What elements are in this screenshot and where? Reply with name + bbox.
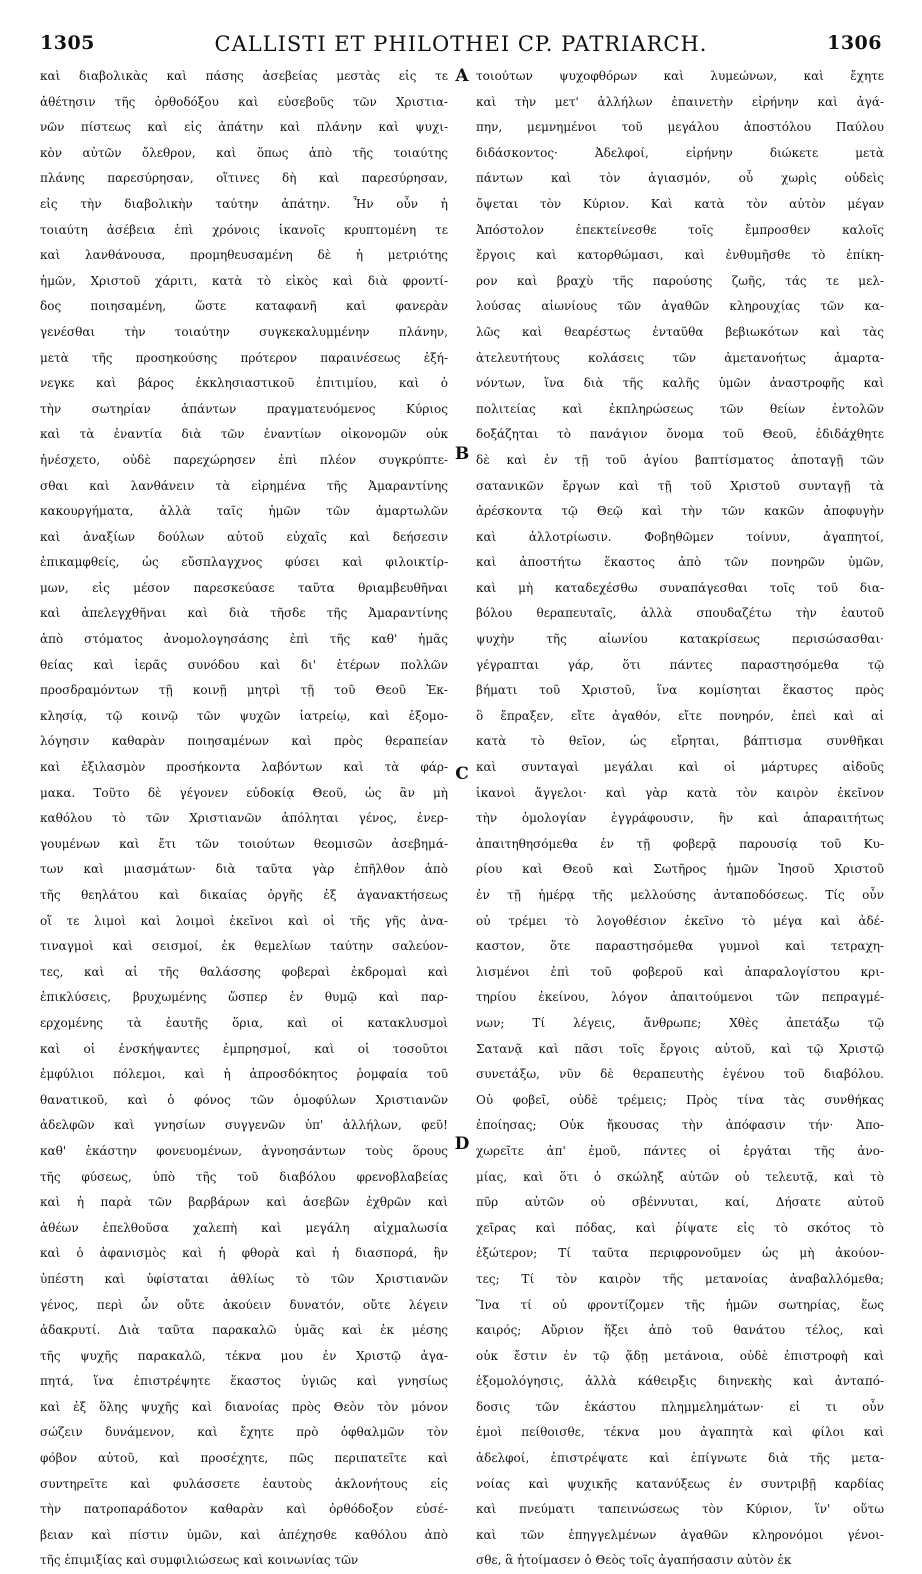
section-marker-d: D bbox=[454, 1134, 470, 1154]
text-line: πην, μεμνημένοι τοῦ μεγάλου ἀποστόλου Παύλου bbox=[476, 120, 884, 135]
text-line: καὶ ἡ παρὰ τῶν βαρβάρων καὶ ἀσεβῶν ἐχθρῶν καὶ bbox=[40, 1195, 448, 1210]
text-line: Σατανᾷ καὶ πᾶσι τοῖς ἔργοις αὐτοῦ, καὶ τῷ Χριστῷ bbox=[476, 1041, 884, 1056]
text-line: καὶ λανθάνουσα, προμηθευσαμένη δὲ ἡ μετριότης bbox=[40, 248, 448, 263]
text-line: θείας καὶ ἱερᾶς συνόδου καὶ δι' ἑτέρων πολλῶν bbox=[40, 657, 448, 672]
text-line: λούσας αἰωνίους τῶν ἀγαθῶν κληρουχίας τῶν κα- bbox=[476, 299, 884, 314]
text-line: βήματι τοῦ Χριστοῦ, ἵνα κομίσηται ἕκαστος πρὸς bbox=[476, 683, 884, 698]
text-line: οὐ τρέμει τὸ λογοθέσιον ἐκεῖνο τὸ μέγα καὶ ἀδέ- bbox=[476, 913, 884, 928]
right-page-number: 1306 bbox=[827, 32, 882, 54]
text-line: πάντων καὶ τὸν ἁγιασμόν, οὗ χωρὶς οὐδεὶς bbox=[476, 171, 884, 186]
text-line: ἀπὸ στόματος ἀνομολογησάσης ἐπὶ τῆς καθ' ἡμᾶς bbox=[40, 632, 448, 647]
text-line: νων; Τί λέγεις, ἄνθρωπε; Χθὲς ἀπετάξω τῷ bbox=[476, 1015, 884, 1030]
text-line: σθαι καὶ λανθάνειν τὰ εἰρημένα τῆς Ἀμαραντίνης bbox=[40, 478, 448, 493]
text-line: ἀθέτησιν τῆς ὀρθοδόξου καὶ εὐσεβοῦς τῶν Χριστια- bbox=[40, 94, 448, 109]
text-line: καὶ τὰ ἐναντία διὰ τῶν ἐναντίων οἰκονομῶν οὐκ bbox=[40, 427, 448, 442]
text-line: ἱκανοὶ ἄγγελοι· καὶ γὰρ κατὰ τὸν καιρὸν ἐκεῖνον bbox=[476, 785, 884, 800]
text-line: δος ποιησαμένη, ὥστε καταφανῆ καὶ φανερὰν bbox=[40, 299, 448, 314]
text-line: κατὰ τὸ θεῖον, ὡς εἴρηται, βάπτισμα συνθῆκαι bbox=[476, 734, 884, 749]
text-line: καὶ οἱ ἐνσκήψαντες ἐμπρησμοί, καὶ οἱ τοσοῦτοι bbox=[40, 1041, 448, 1056]
section-marker-c: C bbox=[455, 764, 469, 784]
text-line: οὐκ ἔστιν ἐν τῷ ᾅδῃ μετάνοια, οὐδὲ ἐπιστροφὴ καὶ bbox=[476, 1348, 884, 1363]
text-line: ἐπικαμφθείς, ὡς εὔσπλαγχνος φύσει καὶ φιλοικτίρ- bbox=[40, 555, 448, 570]
section-marker-a: A bbox=[455, 66, 469, 86]
text-line: προσδραμόντων τῇ κοινῇ μητρὶ τῇ τοῦ Θεοῦ Ἐκ- bbox=[40, 683, 448, 698]
text-line: ερχομένης τὰ ἑαυτῆς ὅρια, καὶ οἱ κατακλυσμοὶ bbox=[40, 1015, 448, 1030]
text-line: διδάσκοντος· Ἀδελφοί, εἰρήνην διώκετε μετὰ bbox=[476, 145, 884, 160]
text-line: βόλου θεραπευταῖς, ἀλλὰ σπουδαζέτω τὴν ἑαυτοῦ bbox=[476, 606, 884, 621]
text-line: χωρεῖτε ἀπ' ἐμοῦ, πάντες οἱ ἐργάται τῆς ἀνο- bbox=[476, 1143, 884, 1158]
text-line: καὶ μὴ καταδεχέσθω συναπάγεσθαι τοῖς τοῦ δια- bbox=[476, 580, 884, 595]
text-line: δοσις τῶν ἑκάστου πλημμελημάτων· εἰ τι οὖν bbox=[476, 1399, 884, 1414]
left-page-number: 1305 bbox=[40, 32, 95, 54]
text-line: σώζειν δυνάμενον, καὶ ἔχητε πρὸ ὀφθαλμῶν τὸν bbox=[40, 1425, 448, 1440]
text-line: λισμένοι ἐπὶ τοῦ φοβεροῦ καὶ ἀπαραλογίστου κρι- bbox=[476, 964, 884, 979]
text-line: καὶ διαβολικὰς καὶ πάσης ἀσεβείας μεστὰς εἰς τε bbox=[40, 69, 448, 83]
text-line: καὶ τὴν μετ' ἀλλήλων ἐπαινετὴν εἰρήνην καὶ ἀγά- bbox=[476, 94, 884, 109]
text-line: οἵ τε λιμοὶ καὶ λοιμοὶ ἐκεῖνοι καὶ οἱ τῆς γῆς ἀνα- bbox=[40, 913, 448, 928]
text-line: ἔργοις καὶ κατορθώμασι, καὶ ἐνθυμῆσθε τὸ ἐπίκη- bbox=[476, 248, 884, 263]
text-line: δὲ καὶ ἐν τῇ τοῦ ἁγίου βαπτίσματος ἀποταγῇ τῶν bbox=[476, 452, 884, 467]
text-line: γουμένων καὶ ἔτι τῶν τοιούτων θεομισῶν ἀσεβημά- bbox=[40, 836, 448, 851]
text-line: Ἀπόστολον ἐπεκτείνεσθε τοῖς ἔμπροσθεν καλοῖς bbox=[476, 222, 884, 237]
text-line: σατανικῶν ἔργων καὶ τῇ τοῦ Χριστοῦ συνταγῇ τὰ bbox=[476, 478, 884, 493]
text-line: Οὐ φοβεῖ, οὐδὲ τρέμεις; Πρὸς τίνα τὰς συνθήκας bbox=[476, 1092, 884, 1107]
text-line: καὶ ἐξ ὅλης ψυχῆς καὶ διανοίας πρὸς Θεὸν τὸν μόνον bbox=[40, 1399, 448, 1414]
text-line: τὴν ὁμολογίαν ἐγγράφουσιν, ἣν καὶ ἀπαραιτήτως bbox=[476, 811, 884, 826]
text-line: ἐποίησας; Οὐκ ἤκουσας τὴν ἀπόφασιν τήν· Ἀπο- bbox=[476, 1118, 884, 1133]
text-line: γένος, περὶ ὧν οὔτε ἀκούειν δυνατόν, οὔτε λέγειν bbox=[40, 1297, 448, 1312]
text-line: μων, εἰς μέσον παρεσκεύασε ταῦτα θριαμβευθῆναι bbox=[40, 580, 448, 595]
text-line: μακα. Τοῦτο δὲ γέγονεν εὐδοκίᾳ Θεοῦ, ὡς ἂν μὴ bbox=[40, 785, 448, 800]
section-marker-b: B bbox=[454, 444, 470, 464]
text-line: ἐπικλύσεις, βρυχωμένης ὥσπερ ἐν θυμῷ καὶ παρ- bbox=[40, 990, 448, 1005]
text-line: καθόλου τὸ τῶν Χριστιανῶν ἀπόληται γένος, ἐνερ- bbox=[40, 811, 448, 826]
text-line: καὶ συνταγαὶ μεγάλαι καὶ οἱ μάρτυρες αἰδοῦς bbox=[476, 760, 884, 775]
text-line: ρίου καὶ Θεοῦ καὶ Σωτῆρος ἡμῶν Ἰησοῦ Χριστοῦ bbox=[476, 862, 884, 877]
text-line: τες, καὶ αἱ τῆς θαλάσσης φοβεραὶ ἐκδρομαὶ καὶ bbox=[40, 964, 448, 979]
text-line: νεγκε καὶ βάρος ἐκκλησιαστικοῦ ἐπιτιμίου, καὶ ὁ bbox=[40, 376, 448, 391]
text-line: ἐμφύλιοι πόλεμοι, καὶ ἡ ἀπροσδόκητος ῥομφαία τοῦ bbox=[40, 1067, 448, 1082]
text-line: σθε, ἃ ἡτοίμασεν ὁ Θεὸς τοῖς ἀγαπήσασιν αὐτὸν ἐκ bbox=[476, 1553, 792, 1568]
text-line: κὸν αὐτῶν ὄλεθρον, καὶ ὅπως ἀπὸ τῆς τοιαύτης bbox=[40, 145, 448, 160]
text-line: δοξάζηται τὸ πανάγιον ὄνομα τοῦ Θεοῦ, ἐδιδάχθητε bbox=[476, 427, 884, 442]
text-line: ὃ ἔπραξεν, εἴτε ἀγαθόν, εἴτε πονηρόν, ἐπεὶ καὶ αἱ bbox=[476, 708, 884, 723]
text-line: ὑπέστη καὶ ὑφίσταται ἀθλίως τὸ τῶν Χριστιανῶν bbox=[40, 1271, 448, 1286]
text-line: ἐξομολόγησις, ἀλλὰ κάθειρξις διηνεκὴς καὶ ἀνταπό- bbox=[476, 1374, 884, 1389]
text-line: καὶ τῶν ἐπηγγελμένων ἀγαθῶν κληρονόμοι γένοι- bbox=[476, 1527, 884, 1542]
text-line: καὶ πνεύματι ταπεινώσεως τὸν Κύριον, ἵν' οὕτω bbox=[476, 1502, 884, 1517]
text-line: συντηρεῖτε καὶ φυλάσσετε ἑαυτοὺς ἀκλονήτους εἰς bbox=[40, 1476, 448, 1491]
text-line: ἐν τῇ ἡμέρᾳ τῆς μελλούσης ἀνταποδόσεως. Τίς οὖν bbox=[476, 888, 884, 902]
text-line: κλησίᾳ, τῷ κοινῷ τῶν ψυχῶν ἰατρείῳ, καὶ ἐξομο- bbox=[40, 708, 448, 723]
text-line: τηρίου ἐκείνου, λόγον ἀπαιτούμενοι τῶν πεπραγμέ- bbox=[476, 990, 884, 1005]
text-line: πλάνης παρεσύρησαν, οἵτινες δὴ καὶ παρεσύρησαν, bbox=[40, 171, 448, 186]
text-line: ψυχὴν τῆς αἰωνίου κατακρίσεως περισώσασθαι· bbox=[476, 632, 884, 647]
text-line: ἀδελφοί, ἐπιστρέψατε καὶ ἐπίγνωτε διὰ τῆς μετα- bbox=[476, 1451, 884, 1466]
text-line: εἰς τὴν διαβολικὴν ταύτην ἀπάτην. Ἦν οὖν ἡ bbox=[40, 196, 448, 211]
text-line: ἀδελφῶν καὶ γνησίων συγγενῶν ὑπ' ἀλλήλων, φεῦ! bbox=[40, 1118, 448, 1133]
text-line: καὶ ὁ ἀφανισμὸς καὶ ἡ φθορὰ καὶ ἡ διασπορά, ἣν bbox=[40, 1246, 448, 1261]
text-line: μίας, καὶ ὅτι ὁ σκώληξ αὐτῶν οὐ τελευτᾷ, καὶ τὸ bbox=[476, 1169, 884, 1184]
text-line: τῆς ἐπιμιξίας καὶ συμφιλιώσεως καὶ κοινωνίας τῶν bbox=[40, 1553, 359, 1568]
text-line: βειαν καὶ πίστιν ὑμῶν, καὶ ἀπέχησθε καθόλου ἀπὸ bbox=[40, 1527, 448, 1542]
text-line: θανατικοῦ, καὶ ὁ φόνος τῶν ὁμοφύλων Χριστιανῶν bbox=[40, 1092, 448, 1107]
text-line: Ἵνα τί οὐ φροντίζομεν τῆς ἡμῶν σωτηρίας, ἕως bbox=[476, 1297, 884, 1312]
text-line: ἡμῶν, Χριστοῦ χάριτι, κατὰ τὸ εἰκὸς καὶ διὰ φροντί- bbox=[40, 273, 448, 288]
text-line: μετὰ τῆς προσηκούσης πρότερον παραινέσεως ἐξή- bbox=[40, 350, 448, 365]
text-line: καὶ ἀναξίων δούλων αὐτοῦ εὐχαῖς καὶ δεήσεσιν bbox=[40, 529, 448, 544]
text-line: ἠνέσχετο, οὐδὲ παρεχώρησεν ἐπὶ πλέον συγκρύπτε- bbox=[40, 452, 448, 467]
text-line: λῶς καὶ θεαρέστως ἐνταῦθα βεβιωκότων καὶ τὰς bbox=[476, 324, 884, 339]
text-line: ἀτελευτήτους κολάσεις τῶν ἀμετανοήτως ἁμαρτα- bbox=[476, 350, 884, 365]
text-line: τοιαύτη ἀσέβεια ἐπὶ χρόνοις ἱκανοῖς κρυπτομένη τε bbox=[40, 222, 448, 237]
text-line: καθ' ἑκάστην φονευομένων, ἀγνοησάντων τοὺς ὅρους bbox=[40, 1143, 448, 1158]
text-line: λόγησιν καθαρὰν ποιησαμένων καὶ πρὸς θεραπείαν bbox=[40, 734, 448, 749]
text-line: νοίας καὶ ψυχικῆς κατανύξεως ἐν συντριβῇ καρδίας bbox=[476, 1476, 884, 1491]
text-line: τες; Τί τὸν καιρὸν τῆς μετανοίας ἀναβαλλόμεθα; bbox=[476, 1271, 884, 1286]
text-line: ρον καὶ βραχὺ τῆς παρούσης ζωῆς, τάς τε μελ- bbox=[476, 273, 884, 288]
text-line: τὴν σωτηρίαν ἁπάντων πραγματευόμενος Κύριος bbox=[40, 401, 448, 416]
text-line: τῆς φύσεως, ὑπὸ τῆς τοῦ διαβόλου φρενοβλαβείας bbox=[40, 1169, 448, 1184]
text-line: καὶ ἐξιλασμὸν προσήκοντα λαβόντων καὶ τὰ φάρ- bbox=[40, 760, 448, 775]
text-line: φόβον αὐτοῦ, καὶ προσέχητε, πῶς περιπατεῖτε καὶ bbox=[40, 1451, 448, 1466]
text-line: ἀπαιτηθησόμεθα ἐν τῇ φοβερᾷ παρουσίᾳ τοῦ Κυ- bbox=[476, 836, 884, 851]
text-line: καστον, ὅτε παραστησόμεθα γυμνοὶ καὶ τετραχη- bbox=[476, 939, 884, 954]
text-line: πολιτείας καὶ ἐκπληρώσεως τῶν θείων ἐντολῶν bbox=[476, 401, 884, 416]
text-line: γενέσθαι τὴν τοιαύτην συγκεκαλυμμένην πλάνην, bbox=[40, 324, 448, 339]
left-column bbox=[40, 64, 448, 1574]
text-line: τιναγμοὶ καὶ σεισμοί, ἐκ θεμελίων ταύτην σαλεύον- bbox=[40, 939, 448, 954]
text-line: ὄψεται τὸν Κύριον. Καὶ κατὰ τὸν αὐτὸν μέγαν bbox=[476, 196, 884, 211]
text-line: κακουργήματα, ἀλλὰ ταῖς ἡμῶν τῶν ἁμαρτωλῶν bbox=[40, 504, 448, 519]
text-line: συνετάξω, νῦν δὲ θεραπευτὴς ἐγένου τοῦ διαβόλου. bbox=[476, 1067, 884, 1082]
text-line: τῆς ψυχῆς παρακαλῶ, τέκνα μου ἐν Χριστῷ ἀγα- bbox=[40, 1348, 448, 1363]
text-line: ἐμοὶ πείθοισθε, τέκνα μου ἀγαπητὰ καὶ φίλοι καὶ bbox=[476, 1425, 884, 1440]
text-line: χεῖρας καὶ πόδας, καὶ ῥίψατε εἰς τὸ σκότος τὸ bbox=[476, 1220, 884, 1235]
text-line: γέγραπται γάρ, ὅτι πάντες παραστησόμεθα τῷ bbox=[476, 657, 884, 672]
text-line: πῦρ αὐτῶν οὐ σβέννυται, καί, Δήσατε αὐτοῦ bbox=[476, 1195, 884, 1210]
text-line: καὶ ἀλλοτρίωσιν. Φοβηθῶμεν τοίνυν, ἀγαπητοί, bbox=[476, 529, 884, 544]
text-line: νῶν πίστεως καὶ εἰς ἀπάτην καὶ πλάνην καὶ ψυχι- bbox=[40, 120, 448, 135]
text-line: τοιούτων ψυχοφθόρων καὶ λυμεώνων, καὶ ἔχητε bbox=[476, 69, 884, 83]
page-header bbox=[40, 22, 882, 56]
right-column bbox=[476, 64, 884, 1574]
text-line: καὶ ἀποστήτω ἕκαστος ἀπὸ τῶν πονηρῶν ὑμῶν, bbox=[476, 555, 884, 570]
text-line: τὴν πατροπαράδοτον καθαρὰν καὶ ὀρθόδοξον εὐσέ- bbox=[40, 1502, 448, 1517]
text-line: τῆς θεηλάτου καὶ δικαίας ὀργῆς ἐξ ἀγανακτήσεως bbox=[40, 888, 448, 902]
text-line: ἀδακρυτί. Διὰ ταῦτα παρακαλῶ ὑμᾶς καὶ ἐκ μέσης bbox=[40, 1323, 448, 1338]
text-line: ἀθέων ἐπελθοῦσα χαλεπὴ καὶ μεγάλη αἰχμαλωσία bbox=[40, 1220, 448, 1235]
running-title: CALLISTI ET PHILOTHEI CP. PATRIARCH. bbox=[214, 32, 708, 56]
text-line: καιρός; Αὔριον ἥξει ἀπὸ τοῦ θανάτου τέλος, καὶ bbox=[476, 1323, 884, 1338]
text-line: ἀρέσκοντα τῷ Θεῷ καὶ τὴν τῶν κακῶν ἀποφυγὴν bbox=[476, 504, 884, 519]
text-line: πητά, ἵνα ἐπιστρέψητε ἕκαστος ὑγιῶς καὶ γνησίως bbox=[40, 1374, 448, 1389]
text-line: νόντων, ἵνα διὰ τῆς καλῆς ὑμῶν ἀναστροφῆς καὶ bbox=[476, 376, 884, 391]
text-line: ἐξώτερον; Τί ταῦτα περιφρονοῦμεν ὡς μὴ ἀκούον- bbox=[476, 1246, 884, 1261]
text-line: καὶ ἀπελεγχθῆναι καὶ διὰ τῆσδε τῆς Ἀμαραντίνης bbox=[40, 606, 448, 621]
text-line: των καὶ μιασμάτων· διὰ ταῦτα γὰρ ἐπῆλθον ἀπὸ bbox=[40, 862, 448, 877]
